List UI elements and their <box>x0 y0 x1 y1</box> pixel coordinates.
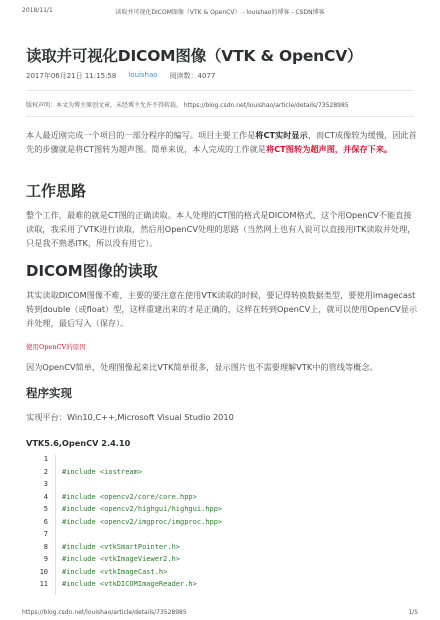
copyright-notice: 版权声明：本文为博主原创文章，未经博主允许不得转载。 https://blog.csdn.net/louishao/article/details/73528985 <box>26 102 349 109</box>
footer-page: 1/5 <box>408 609 418 616</box>
print-header <box>22 7 418 17</box>
dicom-paragraph: 其实读取DICOM图像不难，主要的要注意在使用VTK读取的时候，要记得转换数据类型，要使用imagecast转到double（或float）型，这样重建出来的才是正确的，这样在转到OpenCV上，就可以使用OpenCV显示并处理，最后写入（保存）。 <box>26 290 418 328</box>
code-block[interactable] <box>26 455 416 595</box>
code-text: #include <opencv2/highgui/highgui.hpp> <box>62 505 223 513</box>
code-line <box>26 530 416 542</box>
code-text: #include <opencv2/imgproc/imgproc.hpp> <box>62 517 223 526</box>
read-count: 阅读数：4077 <box>169 72 216 80</box>
line-number: 7 <box>43 530 48 538</box>
version-line: VTK5.6,OpenCV 2.4.10 <box>26 438 131 448</box>
line-number: 9 <box>43 555 48 563</box>
article-title: 读取并可视化DICOM图像（VTK & OpenCV） <box>26 47 363 65</box>
line-number: 2 <box>43 467 48 476</box>
approach-paragraph: 整个工作，最难的就是CT图的正确读取。本人处理的CT图的格式是DICOM格式，这个用OpenCV不能直接读取，我采用了VTK进行读取，然后用OpenCV处理的思路（当然网上也有人说可以直接用ITK读取并处理，只是我不熟悉ITK，所以没有用它）。 <box>26 210 416 248</box>
code-text: #include <vtkImageCast.h> <box>62 567 168 576</box>
author-link[interactable]: louishao <box>128 71 158 79</box>
print-footer <box>22 609 418 616</box>
line-number: 4 <box>43 492 48 501</box>
article-meta <box>26 71 215 81</box>
code-line <box>26 543 416 555</box>
code-line <box>26 480 416 492</box>
line-number: 3 <box>43 480 48 488</box>
opencv-reason-caption: 使用OpenCV的原因 <box>26 343 86 351</box>
publish-date: 2017年06月21日 11:15:58 <box>26 72 117 80</box>
line-number: 10 <box>39 567 48 576</box>
heading-work-approach: 工作思路 <box>26 182 87 200</box>
line-number: 1 <box>43 455 48 463</box>
code-line <box>26 468 416 480</box>
line-number: 8 <box>43 542 48 551</box>
code-line <box>26 518 416 530</box>
line-number: 11 <box>39 580 48 588</box>
code-line <box>26 493 416 505</box>
heading-dicom-reading: DICOM图像的读取 <box>26 262 158 280</box>
heading-implementation: 程序实现 <box>26 386 72 400</box>
code-text: #include <vtkDICOMImageReader.h> <box>62 580 197 588</box>
code-line <box>26 580 416 592</box>
intro-paragraph: 本人最近刚完成一个项目的一部分程序的编写。项目主要工作是将CT实时显示，而CT成像较为缓慢，因此首先的步骤就是将CT图转为超声图。简单来说，本人完成的工作就是将CT图转为超声图，并保存下来。 <box>26 130 417 154</box>
opencv-reason-paragraph: 因为OpenCV简单，处理图像起来比VTK简单很多，显示图片也不需要理解VTK中的管线等概念。 <box>26 362 378 372</box>
code-text: #include <vtkImageViewer2.h> <box>62 555 181 563</box>
line-number: 5 <box>43 505 48 513</box>
footer-url: https://blog.csdn.net/louishao/article/details/73528985 <box>22 609 187 616</box>
line-number: 6 <box>43 517 48 526</box>
copyright-divider <box>26 116 414 117</box>
code-line <box>26 568 416 580</box>
code-line <box>26 455 416 467</box>
code-text: #include <opencv2/core/core.hpp> <box>62 492 197 501</box>
code-line <box>26 505 416 517</box>
meta-divider <box>26 90 414 91</box>
print-page-title: 读取并可视化DICOM图像（VTK & OpenCV） - louishao的博客 - CSDN博客 <box>115 9 325 16</box>
code-text: #include <vtkSmartPointer.h> <box>62 542 181 551</box>
print-date: 2018/11/1 <box>22 7 53 14</box>
code-text: #include <iostream> <box>62 467 143 476</box>
code-line <box>26 555 416 567</box>
platform-line: 实现平台：Win10,C++,Microsoft Visual Studio 2010 <box>26 412 234 422</box>
